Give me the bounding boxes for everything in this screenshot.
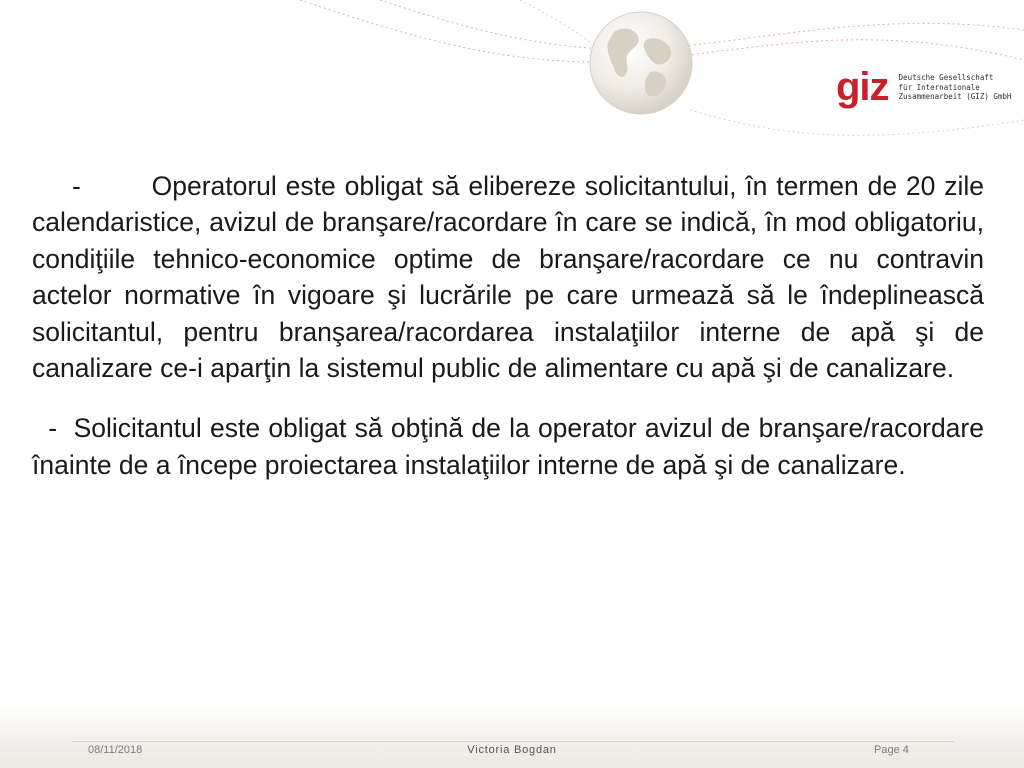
globe-icon (588, 10, 694, 116)
giz-logo (836, 65, 1012, 109)
footer-divider (72, 741, 954, 742)
footer-band (0, 706, 1024, 768)
footer-page-number: Page 4 (874, 744, 909, 756)
footer-author: Victoria Bogdan (467, 744, 557, 756)
paragraph-applicant-obligation: - Solicitantul este obligat să obţină de la operator avizul de branşare/racordare înainte de a începe proiectarea instalaţiilor interne de apă şi de canalizare. (32, 413, 992, 480)
org-name-line: Zusammenarbeit (GIZ) GmbH (898, 92, 1012, 101)
giz-logo-mark: giz (836, 65, 889, 109)
giz-organization-name (898, 73, 1012, 102)
paragraph-operator-obligation: - Operatorul este obligat să elibereze solicitantului, în termen de 20 zile calendaristice, avizul de branşare/racordare în care se indică, în mod obligatoriu, condiţiile tehnico-economice optime de branşare/racordare ce nu contravin actelor normative în vigoare şi lucrările pe care urmează să le îndeplinească solicitantul, pentru branşarea/racordarea instalaţiilor interne de apă şi de canalizare ce-i aparţin la sistemul public de alimentare cu apă şi de canalizare. (32, 171, 992, 384)
org-name-line: Deutsche Gesellschaft (898, 73, 994, 82)
org-name-line: für Internationale (898, 82, 980, 92)
footer-date: 08/11/2018 (88, 744, 143, 756)
slide-body (32, 168, 992, 483)
